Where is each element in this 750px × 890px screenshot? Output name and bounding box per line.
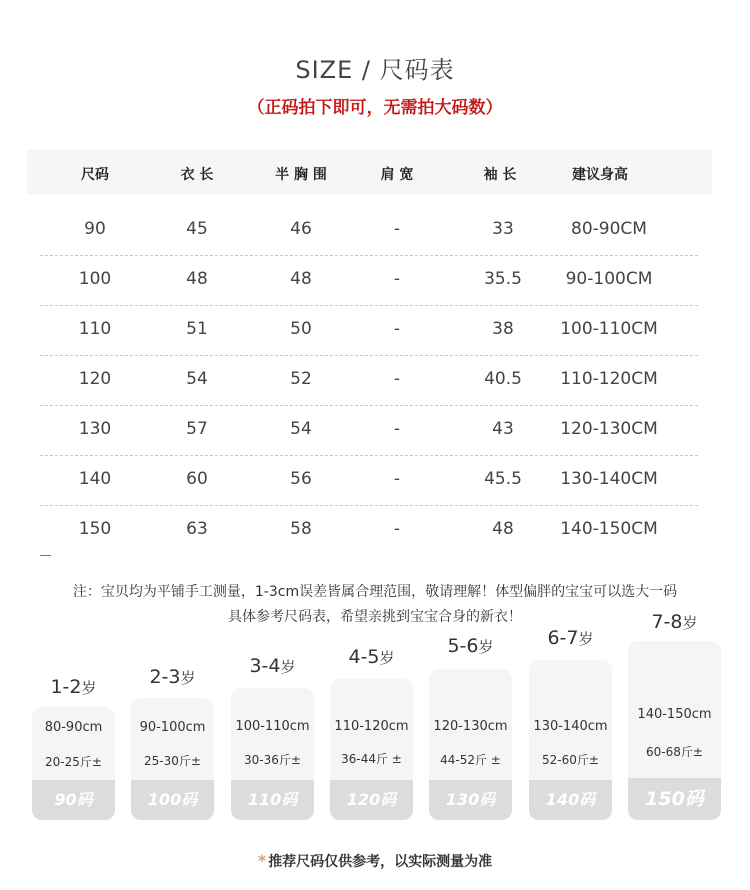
cell-length: 45 (186, 219, 208, 239)
size-card-body (628, 641, 721, 820)
card-age-range: 2-3 (149, 666, 181, 688)
card-age-range: 3-4 (249, 655, 281, 677)
size-card (330, 646, 413, 820)
cell-sleeve: 35.5 (484, 269, 522, 289)
cell-size: 150 (78, 519, 112, 539)
cell-length: 60 (186, 469, 208, 489)
table-row (40, 405, 698, 456)
table-row (40, 205, 698, 256)
cell-shoulder: - (393, 319, 401, 339)
table-row (40, 305, 698, 356)
size-table-header (27, 150, 712, 194)
page-title: SIZE / 尺码表 (295, 56, 455, 84)
cell-length: 51 (186, 319, 208, 339)
card-height-range: 100-110cm (235, 719, 310, 734)
card-age-range: 6-7 (547, 627, 579, 649)
card-age-unit: 岁 (682, 614, 698, 632)
card-age-range: 1-2 (50, 676, 82, 698)
header-shoulder: 肩 宽 (380, 167, 414, 183)
size-card (529, 627, 612, 820)
card-size-label: 130码 (429, 780, 512, 820)
cell-shoulder: - (393, 269, 401, 289)
cell-size: 130 (78, 419, 112, 439)
card-age (529, 627, 612, 649)
size-card-body (32, 707, 115, 820)
card-height-range: 90-100cm (139, 720, 206, 735)
card-age-unit: 岁 (180, 669, 196, 687)
card-age (429, 635, 512, 657)
card-size-label: 90码 (32, 780, 115, 820)
cell-shoulder: - (393, 219, 401, 239)
size-card-body (429, 669, 512, 820)
cell-height: 140-150CM (560, 519, 658, 539)
cell-sleeve: 45.5 (484, 469, 522, 489)
cell-height: 80-90CM (571, 219, 647, 239)
size-card (32, 676, 115, 820)
cell-half-chest: 48 (290, 269, 312, 289)
card-height-range: 130-140cm (533, 719, 608, 734)
card-weight-range: 20-25斤± (45, 755, 102, 769)
cell-half-chest: 58 (290, 519, 312, 539)
cell-half-chest: 46 (290, 219, 312, 239)
card-age-range: 4-5 (348, 646, 380, 668)
size-card-body (231, 688, 314, 820)
note-line-2: 具体参考尺码表，希望亲挑到宝宝合身的新衣！ (228, 609, 522, 625)
card-size-label: 120码 (330, 780, 413, 820)
cell-height: 110-120CM (560, 369, 658, 389)
header-size: 尺码 (81, 167, 109, 183)
note-line-1: 注：宝贝均为平铺手工测量，1-3cm误差皆属合理范围，敬请理解！体型偏胖的宝宝可以选大一码 (72, 584, 678, 600)
size-card-body (529, 660, 612, 820)
cell-shoulder: - (393, 419, 401, 439)
header-length: 衣 长 (180, 167, 214, 183)
card-age-unit: 岁 (81, 679, 97, 697)
footnote (0, 851, 750, 871)
size-card-body (131, 698, 214, 820)
cell-length: 63 (186, 519, 208, 539)
card-age (131, 666, 214, 688)
size-card (628, 611, 721, 820)
card-weight-range: 36-44斤 ± (341, 752, 402, 766)
card-age-unit: 岁 (280, 658, 296, 676)
card-height-range: 120-130cm (433, 719, 508, 734)
cell-sleeve: 38 (492, 319, 514, 339)
cell-length: 57 (186, 419, 208, 439)
card-height-range: 80-90cm (44, 720, 103, 735)
table-row (40, 505, 698, 555)
card-weight-range: 60-68斤± (646, 745, 703, 759)
star-icon: * (257, 851, 267, 870)
card-height-range: 140-150cm (637, 707, 712, 722)
table-row (40, 455, 698, 506)
cell-size: 110 (78, 319, 112, 339)
card-age (330, 646, 413, 668)
card-age-unit: 岁 (578, 630, 594, 648)
card-size-label: 140码 (529, 780, 612, 820)
cell-shoulder: - (393, 469, 401, 489)
card-size-label: 110码 (231, 780, 314, 820)
cell-shoulder: - (393, 519, 401, 539)
cell-size: 120 (78, 369, 112, 389)
cell-size: 100 (78, 269, 112, 289)
cell-shoulder: - (393, 369, 401, 389)
cell-size: 90 (84, 219, 106, 239)
cell-sleeve: 48 (492, 519, 514, 539)
card-weight-range: 52-60斤± (542, 753, 599, 767)
card-age-unit: 岁 (379, 649, 395, 667)
cell-half-chest: 50 (290, 319, 312, 339)
size-card-body (330, 679, 413, 820)
cell-height: 90-100CM (565, 269, 653, 289)
size-card (131, 666, 214, 820)
cell-height: 130-140CM (560, 469, 658, 489)
header-half-chest: 半 胸 围 (275, 167, 327, 183)
card-weight-range: 44-52斤 ± (440, 753, 501, 767)
card-age-range: 7-8 (651, 611, 683, 633)
cell-half-chest: 54 (290, 419, 312, 439)
card-age-unit: 岁 (478, 638, 494, 656)
page-subtitle: （正码拍下即可，无需拍大码数） (247, 98, 503, 118)
card-age (628, 611, 721, 633)
card-age (231, 655, 314, 677)
table-row (40, 355, 698, 406)
table-row (40, 255, 698, 306)
cell-length: 54 (186, 369, 208, 389)
card-height-range: 110-120cm (334, 719, 409, 734)
card-age (32, 676, 115, 698)
footnote-text: 推荐尺码仅供参考，以实际测量为准 (268, 854, 493, 870)
cell-height: 120-130CM (560, 419, 658, 439)
header-sleeve: 袖 长 (483, 167, 517, 183)
size-card (231, 655, 314, 820)
cell-length: 48 (186, 269, 208, 289)
cell-half-chest: 56 (290, 469, 312, 489)
card-size-label: 150码 (628, 778, 721, 820)
card-age-range: 5-6 (447, 635, 479, 657)
cell-height: 100-110CM (560, 319, 658, 339)
cell-sleeve: 40.5 (484, 369, 522, 389)
cell-half-chest: 52 (290, 369, 312, 389)
header-height: 建议身高 (572, 167, 628, 183)
card-weight-range: 30-36斤± (244, 753, 301, 767)
cell-sleeve: 43 (492, 419, 514, 439)
size-card (429, 635, 512, 820)
cell-size: 140 (78, 469, 112, 489)
card-weight-range: 25-30斤± (144, 754, 201, 768)
card-size-label: 100码 (131, 780, 214, 820)
divider-tick (40, 555, 51, 556)
cell-sleeve: 33 (492, 219, 514, 239)
